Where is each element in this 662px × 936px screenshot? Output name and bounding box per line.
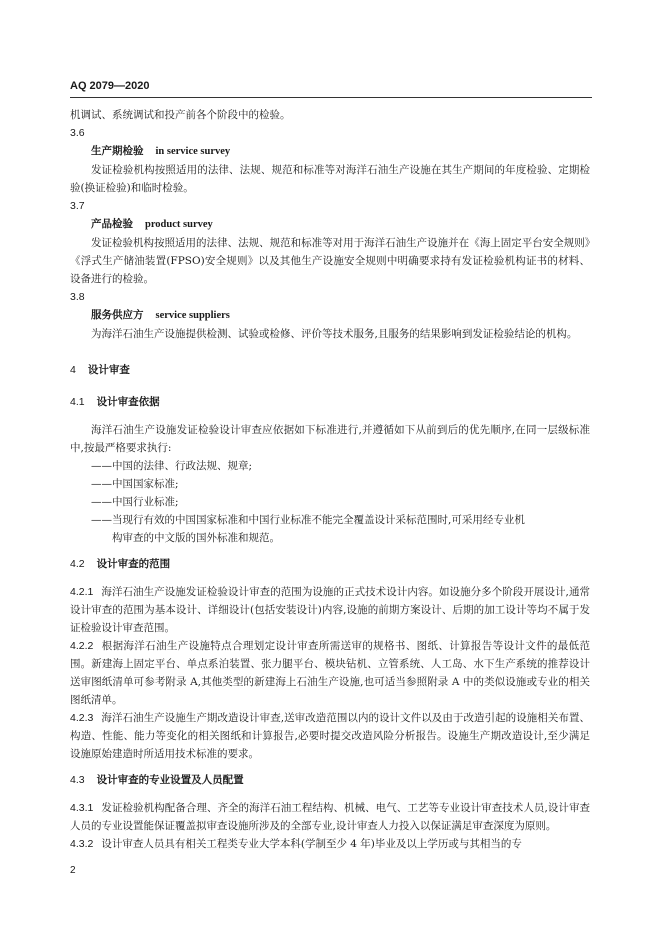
term-en: product survey (145, 219, 213, 230)
header-rule (70, 97, 592, 98)
section-number: 4.2 (70, 558, 85, 570)
term-definition-3-6: 发证检验机构按照适用的法律、法规、规范和标准等对海洋石油生产设施在其生产期间的年度检验、定期检验(换证检验)和临时检验。 (70, 164, 590, 194)
list-item: ——中国的法律、行政法规、规章; (91, 460, 253, 472)
paragraph-4-1-intro: 海洋石油生产设施发证检验设计审查应依据如下标准进行,并遵循如下从前到后的优先顺序,在同一层级标准中,按最严格要求执行: (70, 424, 590, 454)
section-title: 设计审查的范围 (96, 558, 171, 570)
clause-4-2-1 (70, 583, 590, 637)
chapter-number: 4 (70, 364, 76, 376)
list-item: ——中国行业标准; (91, 496, 179, 508)
clause-number: 4.2.1 (70, 586, 94, 598)
chapter-title: 设计审查 (87, 364, 130, 376)
section-number: 4.1 (70, 396, 85, 408)
clause-4-2-3 (70, 709, 590, 763)
page-content (70, 106, 590, 853)
clause-text: 海洋石油生产设施生产期改造设计审查,送审改造范围以内的设计文件以及由于改造引起的设施相关布置、构造、性能、能力等变化的相关图纸和计算报告,必要时提交改造风险分析报告。设施生产期改造设计,至少满足设施原始建造时所适用技术标准的要求。 (70, 712, 590, 760)
clause-4-2-2 (70, 637, 590, 709)
section-heading-4-1 (70, 393, 590, 411)
section-title: 设计审查的专业设置及人员配置 (96, 774, 244, 786)
chapter-heading-4 (70, 361, 590, 379)
term-en: service suppliers (155, 310, 230, 321)
section-number: 4.3 (70, 774, 85, 786)
clause-number: 4.2.3 (70, 712, 94, 724)
section-heading-4-2 (70, 555, 590, 573)
clause-number: 4.3.2 (70, 838, 94, 850)
section-title: 设计审查依据 (96, 396, 160, 408)
term-zh: 服务供应方 (91, 309, 144, 321)
clause-4-3-1 (70, 799, 590, 835)
clause-number-3-7: 3.7 (70, 200, 85, 212)
clause-text: 海洋石油生产设施发证检验设计审查的范围为设施的正式技术设计内容。如设施分多个阶段开展设计,通常设计审查的范围为基本设计、详细设计(包括安装设计)内容,设施的前期方案设计、后期的加工设计等均不属于发证检验设计审查范围。 (70, 586, 590, 634)
clause-number: 4.2.2 (70, 640, 94, 652)
page-number: 2 (70, 865, 76, 876)
clause-number-3-8: 3.8 (70, 291, 85, 303)
term-en: in service survey (155, 146, 231, 157)
clause-text: 发证检验机构配备合理、齐全的海洋石油工程结构、机械、电气、工艺等专业设计审查技术人员,设计审查人员的专业设置能保证覆盖拟审查设施所涉及的全部专业,设计审查人力投入以保证满足审查深度为原则。 (70, 802, 590, 832)
term-heading-3-6 (70, 142, 590, 161)
term-heading-3-8 (70, 306, 590, 325)
clause-number-3-6: 3.6 (70, 127, 85, 139)
list-item: ——中国国家标准; (91, 478, 179, 490)
list-item-continuation: 构审查的中文版的国外标准和规范。 (112, 532, 280, 544)
clause-number: 4.3.1 (70, 802, 94, 814)
clause-4-3-2 (70, 835, 590, 853)
clause-text: 设计审查人员具有相关工程类专业大学本科(学制至少 4 年)毕业及以上学历或与其相当的专 (101, 838, 522, 850)
term-definition-3-7: 发证检验机构按照适用的法律、法规、规范和标准等对用于海洋石油生产设施并在《海上固定平台安全规则》《浮式生产储油装置(FPSO)安全规则》以及其他生产设施安全规则中明确要求持有发证检验机构证书的材料、设备进行的检验。 (70, 237, 590, 285)
term-definition-3-8: 为海洋石油生产设施提供检测、试验或检修、评价等技术服务,且服务的结果影响到发证检验结论的机构。 (91, 328, 578, 340)
standard-code: AQ 2079—2020 (70, 80, 150, 92)
section-heading-4-3 (70, 771, 590, 789)
term-zh: 产品检验 (91, 218, 133, 230)
paragraph-3-5-tail: 机调试、系统调试和投产前各个阶段中的检验。 (70, 109, 291, 121)
list-item: ——当现行有效的中国国家标准和中国行业标准不能完全覆盖设计采标范围时,可采用经专业机 (91, 514, 525, 526)
term-heading-3-7 (70, 215, 590, 234)
clause-text: 根据海洋石油生产设施特点合理划定设计审查所需送审的规格书、图纸、计算报告等设计文件的最低范围。新建海上固定平台、单点系泊装置、张力腿平台、模块钻机、立管系统、人工岛、水下生产系统的推荐设计送审图纸清单可参考附录 A,其他类型的新建海上石油生产设施,也可适当参照附录 A 中的类似设施或专业的相关图纸清单。 (70, 640, 590, 706)
term-zh: 生产期检验 (91, 145, 144, 157)
